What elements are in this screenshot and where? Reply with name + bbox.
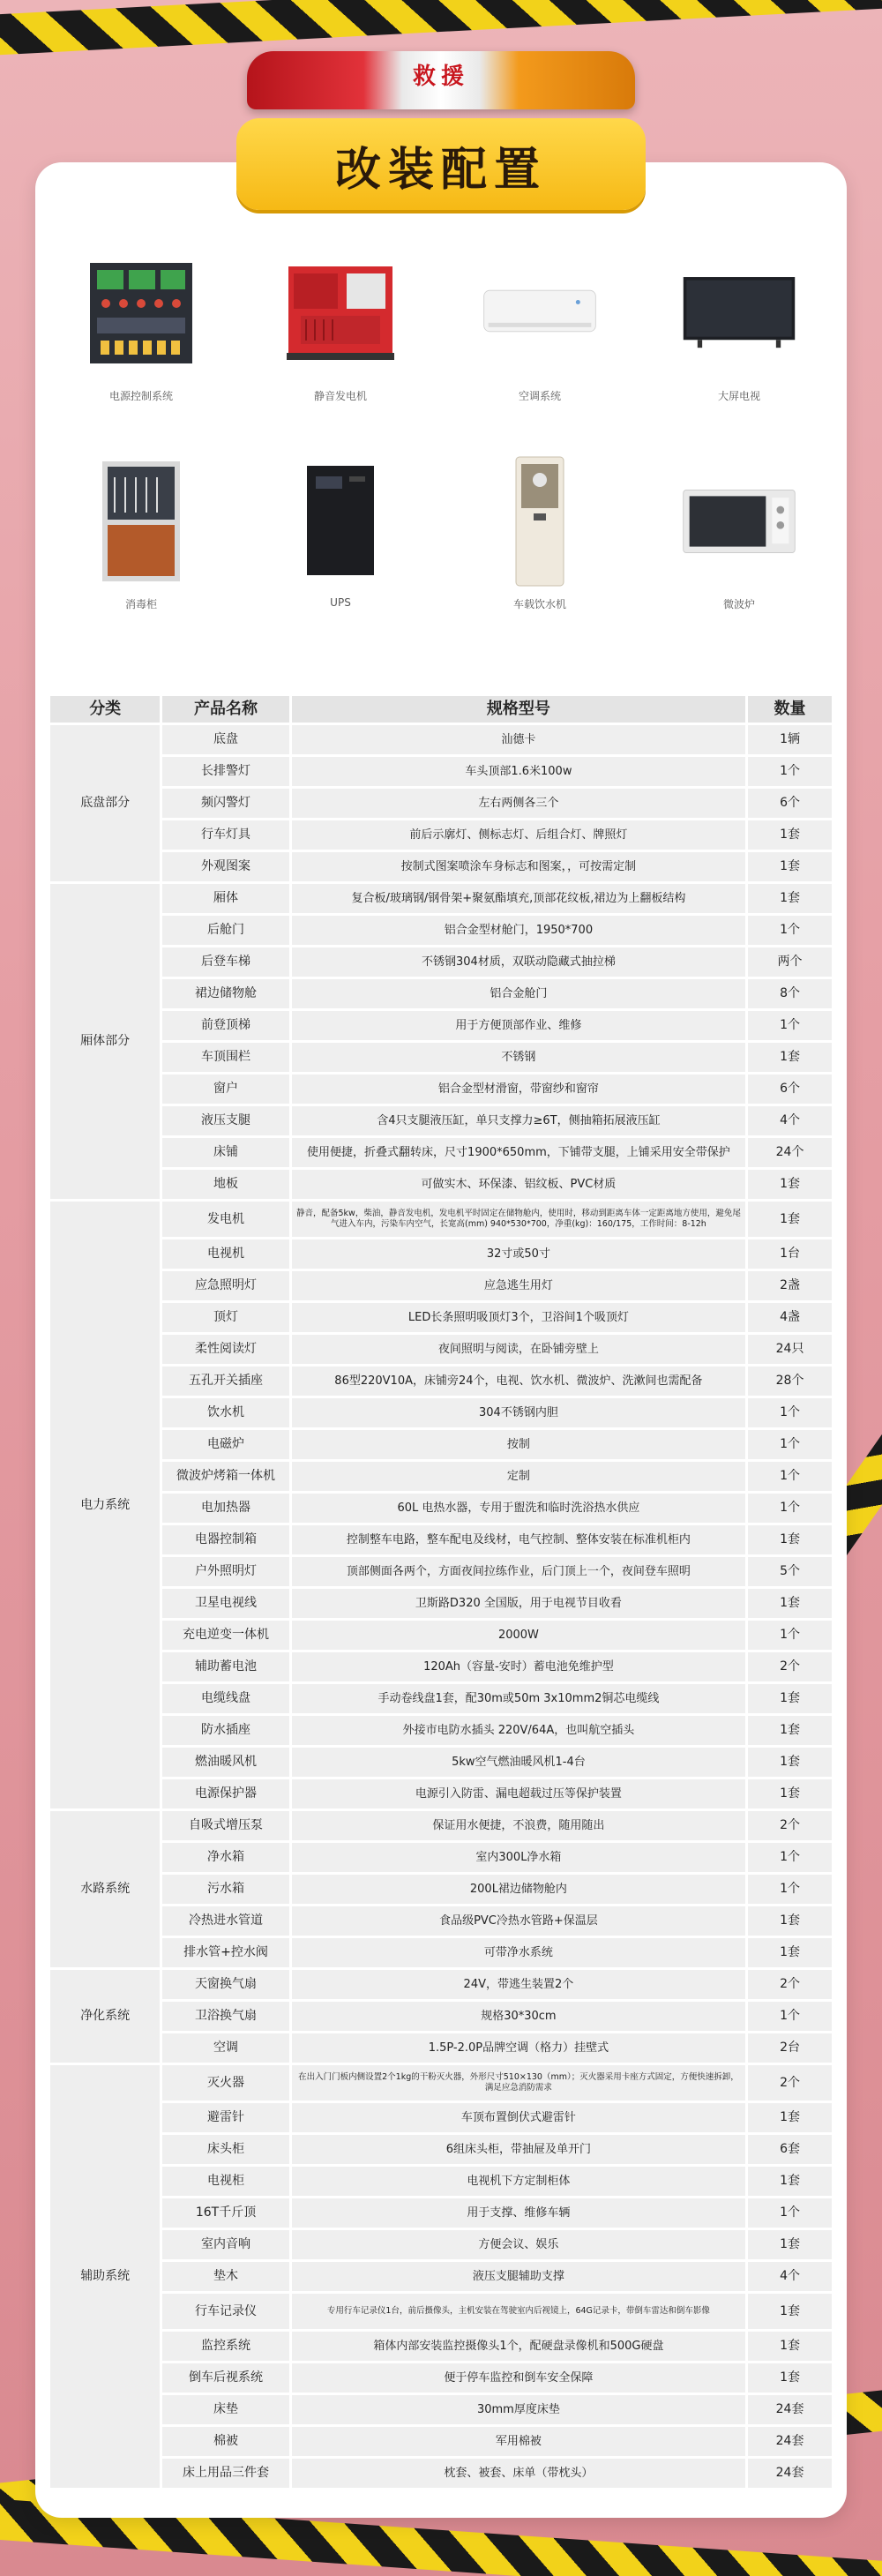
quantity-cell: 2个 — [748, 1652, 832, 1681]
spec-cell: 1.5P-2.0P品牌空调（格力）挂壁式 — [292, 2033, 745, 2063]
table-row — [50, 1589, 832, 1618]
spec-cell: 手动卷线盘1套，配30m或50m 3x10mm2铜芯电缆线 — [292, 1684, 745, 1713]
table-row — [50, 1303, 832, 1332]
table-row — [50, 1843, 832, 1872]
table-row — [50, 1367, 832, 1396]
spec-cell: 电视机下方定制柜体 — [292, 2167, 745, 2196]
product-name-cell: 车顶围栏 — [162, 1043, 288, 1072]
quantity-cell: 2个 — [748, 2065, 832, 2100]
quantity-cell: 6个 — [748, 1075, 832, 1104]
product-name-cell: 频闪警灯 — [162, 789, 288, 818]
quantity-cell: 1个 — [748, 2198, 832, 2228]
quantity-cell: 1套 — [748, 2294, 832, 2329]
spec-cell: 保证用水便捷，不浪费，随用随出 — [292, 1811, 745, 1840]
product-name-cell: 电视机 — [162, 1239, 288, 1269]
quantity-cell: 1套 — [748, 2363, 832, 2393]
spec-cell: 304不锈钢内胆 — [292, 1398, 745, 1427]
spec-cell: 液压支腿辅助支撑 — [292, 2262, 745, 2291]
product-name-cell: 前登顶梯 — [162, 1011, 288, 1040]
spec-cell: 军用棉被 — [292, 2427, 745, 2456]
table-row — [50, 1398, 832, 1427]
table-row — [50, 884, 832, 913]
product-name-cell: 室内音响 — [162, 2230, 288, 2259]
category-cell: 辅助系统 — [50, 2065, 160, 2488]
quantity-cell: 1个 — [748, 1398, 832, 1427]
microwave-icon — [682, 464, 796, 579]
table-row — [50, 1239, 832, 1269]
product-name-cell: 燃油暖风机 — [162, 1748, 288, 1777]
air-conditioner-icon — [482, 256, 597, 371]
quantity-cell: 4个 — [748, 1106, 832, 1135]
quantity-cell: 1套 — [748, 1779, 832, 1808]
table-row — [50, 916, 832, 945]
product-name-cell: 裙边储物舱 — [162, 979, 288, 1008]
product-name-cell: 饮水机 — [162, 1398, 288, 1427]
spec-cell: 不锈钢304材质，双联动隐藏式抽拉梯 — [292, 947, 745, 977]
table-row — [50, 1525, 832, 1554]
quantity-cell: 2个 — [748, 1811, 832, 1840]
table-row — [50, 789, 832, 818]
table-row — [50, 2363, 832, 2393]
spec-cell: 箱体内部安装监控摄像头1个，配硬盘录像机和500G硬盘 — [292, 2332, 745, 2361]
quantity-cell: 1个 — [748, 1621, 832, 1650]
table-row — [50, 1075, 832, 1104]
product-name-cell: 床铺 — [162, 1138, 288, 1167]
spec-cell: 按制 — [292, 1430, 745, 1459]
product-name-cell: 床上用品三件套 — [162, 2459, 288, 2488]
quantity-cell: 2台 — [748, 2033, 832, 2063]
table-row — [50, 2294, 832, 2329]
product-name-cell: 棉被 — [162, 2427, 288, 2456]
quantity-cell: 1套 — [748, 2167, 832, 2196]
spec-cell: 室内300L净水箱 — [292, 1843, 745, 1872]
product-name-cell: 窗户 — [162, 1075, 288, 1104]
product-air-conditioner — [452, 256, 628, 423]
table-row — [50, 2427, 832, 2456]
table-row — [50, 1652, 832, 1681]
quantity-cell: 两个 — [748, 947, 832, 977]
product-name-cell: 床头柜 — [162, 2135, 288, 2164]
header-category: 分类 — [50, 696, 160, 723]
quantity-cell: 1个 — [748, 1430, 832, 1459]
table-row — [50, 1906, 832, 1936]
spec-cell: 外接市电防水插头 220V/64A，也叫航空插头 — [292, 1716, 745, 1745]
spec-cell: 卫斯路D320 全国版，用于电视节目收看 — [292, 1589, 745, 1618]
spec-cell: 左右两侧各三个 — [292, 789, 745, 818]
product-name-cell: 监控系统 — [162, 2332, 288, 2361]
spec-cell: 用于支撑、维修车辆 — [292, 2198, 745, 2228]
product-name-cell: 床垫 — [162, 2395, 288, 2424]
header-spec: 规格型号 — [292, 696, 745, 723]
table-body — [50, 725, 832, 2488]
spec-cell: 24V，带逃生装置2个 — [292, 1970, 745, 1999]
spec-cell: 铝合金型材滑窗，带窗纱和窗帘 — [292, 1075, 745, 1104]
spec-cell: 按制式图案喷涂车身标志和图案，，可按需定制 — [292, 852, 745, 881]
product-name-cell: 排水管+控水阀 — [162, 1938, 288, 1967]
table-row — [50, 852, 832, 881]
quantity-cell: 1套 — [748, 2230, 832, 2259]
config-table — [48, 693, 834, 2490]
table-row — [50, 1684, 832, 1713]
quantity-cell: 6个 — [748, 789, 832, 818]
table-row — [50, 1462, 832, 1491]
spec-cell: 不锈钢 — [292, 1043, 745, 1072]
quantity-cell: 1套 — [748, 884, 832, 913]
product-name-cell: 地板 — [162, 1170, 288, 1199]
table-row — [50, 2135, 832, 2164]
quantity-cell: 1个 — [748, 2002, 832, 2031]
product-name-cell: 外观图案 — [162, 852, 288, 881]
product-label: UPS — [330, 596, 351, 609]
generator-icon — [283, 256, 398, 371]
quantity-cell: 1套 — [748, 1043, 832, 1072]
product-name-cell: 柔性阅读灯 — [162, 1335, 288, 1364]
table-row — [50, 2033, 832, 2063]
control-panel-icon — [84, 256, 198, 371]
spec-cell: 应急逃生用灯 — [292, 1271, 745, 1300]
quantity-cell: 1套 — [748, 1589, 832, 1618]
table-row — [50, 1043, 832, 1072]
product-name-cell: 顶灯 — [162, 1303, 288, 1332]
quantity-cell: 24个 — [748, 1138, 832, 1167]
quantity-cell: 24套 — [748, 2459, 832, 2488]
quantity-cell: 8个 — [748, 979, 832, 1008]
spec-cell: 夜间照明与阅读，在卧铺旁壁上 — [292, 1335, 745, 1364]
table-row — [50, 725, 832, 754]
spec-cell: 用于方便顶部作业、维修 — [292, 1011, 745, 1040]
table-row — [50, 1938, 832, 1967]
spec-cell: 200L裙边储物舱内 — [292, 1875, 745, 1904]
table-row — [50, 757, 832, 786]
product-control-panel — [53, 256, 229, 423]
quantity-cell: 1个 — [748, 916, 832, 945]
spec-cell: 含4只支腿液压缸，单只支撑力≥6T，侧抽箱拓展液压缸 — [292, 1106, 745, 1135]
product-label: 大屏电视 — [717, 390, 760, 402]
spec-cell: 使用便捷，折叠式翻转床，尺寸1900*650mm，下铺带支腿，上铺采用安全带保护 — [292, 1138, 745, 1167]
spec-cell: 车头顶部1.6米100w — [292, 757, 745, 786]
quantity-cell: 5个 — [748, 1557, 832, 1586]
spec-cell: 顶部侧面各两个，方面夜间拉练作业，后门顶上一个，夜间登车照明 — [292, 1557, 745, 1586]
product-generator — [252, 256, 429, 423]
spec-cell: 120Ah（容量-安时）蓄电池免维护型 — [292, 1652, 745, 1681]
category-cell: 净化系统 — [50, 1970, 160, 2063]
table-row — [50, 979, 832, 1008]
quantity-cell: 1套 — [748, 1202, 832, 1237]
quantity-cell: 1套 — [748, 1716, 832, 1745]
quantity-cell: 1台 — [748, 1239, 832, 1269]
product-name-cell: 电磁炉 — [162, 1430, 288, 1459]
table-row — [50, 1106, 832, 1135]
product-ups — [252, 464, 429, 632]
spec-cell: 电源引入防雷、漏电超载过压等保护装置 — [292, 1779, 745, 1808]
table-row — [50, 2167, 832, 2196]
product-name-cell: 冷热进水管道 — [162, 1906, 288, 1936]
spec-cell: 86型220V10A，床铺旁24个，电视、饮水机、微波炉、洗漱间也需配备 — [292, 1367, 745, 1396]
product-name-cell: 辅助蓄电池 — [162, 1652, 288, 1681]
table-row — [50, 1716, 832, 1745]
table-row — [50, 2395, 832, 2424]
quantity-cell: 1套 — [748, 1938, 832, 1967]
table-row — [50, 2103, 832, 2132]
product-label: 空调系统 — [518, 390, 561, 402]
quantity-cell: 24套 — [748, 2395, 832, 2424]
product-tv — [651, 256, 827, 423]
table-row — [50, 1970, 832, 1999]
quantity-cell: 24套 — [748, 2427, 832, 2456]
table-row — [50, 2332, 832, 2361]
product-name-cell: 垫木 — [162, 2262, 288, 2291]
product-name-cell: 电加热器 — [162, 1494, 288, 1523]
quantity-cell: 1辆 — [748, 725, 832, 754]
product-name-cell: 户外照明灯 — [162, 1557, 288, 1586]
category-cell: 厢体部分 — [50, 884, 160, 1199]
page-title: 改装配置 — [334, 144, 547, 197]
spec-cell: 可带净水系统 — [292, 1938, 745, 1967]
spec-cell: 5kw空气燃油暖风机1-4台 — [292, 1748, 745, 1777]
spec-cell: 方便会议、娱乐 — [292, 2230, 745, 2259]
product-name-cell: 电视柜 — [162, 2167, 288, 2196]
table-row — [50, 1170, 832, 1199]
product-name-cell: 后登车梯 — [162, 947, 288, 977]
spec-cell: 控制整车电路，整车配电及线材，电气控制、整体安装在标准机柜内 — [292, 1525, 745, 1554]
spec-cell: 定制 — [292, 1462, 745, 1491]
product-name-cell: 灭火器 — [162, 2065, 288, 2100]
product-name-cell: 电器控制箱 — [162, 1525, 288, 1554]
quantity-cell: 1个 — [748, 1875, 832, 1904]
spec-cell: 食品级PVC冷热水管路+保温层 — [292, 1906, 745, 1936]
quantity-cell: 1套 — [748, 1684, 832, 1713]
quantity-cell: 1套 — [748, 2103, 832, 2132]
product-name-cell: 电缆线盘 — [162, 1684, 288, 1713]
quantity-cell: 4个 — [748, 2262, 832, 2291]
water-dispenser-icon — [482, 464, 597, 579]
table-header-row — [50, 696, 832, 723]
quantity-cell: 1套 — [748, 2332, 832, 2361]
table-row — [50, 1430, 832, 1459]
table-row — [50, 2002, 832, 2031]
quantity-cell: 2盏 — [748, 1271, 832, 1300]
category-cell: 水路系统 — [50, 1811, 160, 1967]
quantity-cell: 1套 — [748, 1748, 832, 1777]
spec-cell: 可做实木、环保漆、铝纹板、PVC材质 — [292, 1170, 745, 1199]
table-row — [50, 1557, 832, 1586]
spec-cell: 2000W — [292, 1621, 745, 1650]
disinfection-cabinet-icon — [84, 464, 198, 579]
product-name-cell: 发电机 — [162, 1202, 288, 1237]
table-row — [50, 1748, 832, 1777]
product-name-cell: 后舱门 — [162, 916, 288, 945]
quantity-cell: 2个 — [748, 1970, 832, 1999]
quantity-cell: 1套 — [748, 1906, 832, 1936]
table-row — [50, 1271, 832, 1300]
table-row — [50, 820, 832, 850]
quantity-cell: 1个 — [748, 1843, 832, 1872]
quantity-cell: 28个 — [748, 1367, 832, 1396]
spec-cell: 60L 电热水器，专用于盥洗和临时洗浴热水供应 — [292, 1494, 745, 1523]
table-row — [50, 947, 832, 977]
quantity-cell: 1个 — [748, 1011, 832, 1040]
tv-icon — [682, 256, 796, 371]
table-row — [50, 1494, 832, 1523]
product-name-cell: 空调 — [162, 2033, 288, 2063]
product-name-cell: 倒车后视系统 — [162, 2363, 288, 2393]
spec-cell: 便于停车监控和倒车安全保障 — [292, 2363, 745, 2393]
product-name-cell: 微波炉烤箱一体机 — [162, 1462, 288, 1491]
product-name-cell: 厢体 — [162, 884, 288, 913]
product-label: 电源控制系统 — [108, 390, 173, 402]
table-row — [50, 1875, 832, 1904]
siren-label: 救援 — [412, 64, 469, 90]
product-name-cell: 自吸式增压泵 — [162, 1811, 288, 1840]
spec-cell: 前后示廓灯、侧标志灯、后组合灯、牌照灯 — [292, 820, 745, 850]
product-label: 消毒柜 — [124, 598, 157, 610]
header-quantity: 数量 — [748, 696, 832, 723]
spec-cell: 铝合金舱门 — [292, 979, 745, 1008]
product-name-cell: 五孔开关插座 — [162, 1367, 288, 1396]
product-name-cell: 应急照明灯 — [162, 1271, 288, 1300]
product-label: 静音发电机 — [313, 390, 367, 402]
ups-icon — [283, 464, 398, 579]
spec-cell: 6组床头柜，带抽屉及单开门 — [292, 2135, 745, 2164]
table-row — [50, 2459, 832, 2488]
spec-cell: 车顶布置倒伏式避雷针 — [292, 2103, 745, 2132]
spec-cell: 专用行车记录仪1台，前后摄像头，主机安装在驾驶室内后视镜上，64G记录卡，带倒车雷达和倒车影像 — [292, 2294, 745, 2329]
quantity-cell: 1个 — [748, 1494, 832, 1523]
product-name-cell: 污水箱 — [162, 1875, 288, 1904]
spec-cell: 枕套、被套、床单（带枕头） — [292, 2459, 745, 2488]
category-cell: 电力系统 — [50, 1202, 160, 1808]
quantity-cell: 1套 — [748, 1525, 832, 1554]
quantity-cell: 1套 — [748, 852, 832, 881]
product-microwave — [651, 464, 827, 632]
table-row — [50, 2065, 832, 2100]
spec-cell: 在出入门门板内侧设置2个1kg的干粉灭火器，外形尺寸510×130（mm）；灭火器采用卡座方式固定，方便快速拆卸，满足应急消防需求 — [292, 2065, 745, 2100]
quantity-cell: 6套 — [748, 2135, 832, 2164]
spec-cell: 30mm厚度床垫 — [292, 2395, 745, 2424]
product-name-cell: 16T千斤顶 — [162, 2198, 288, 2228]
table-row — [50, 2262, 832, 2291]
table-row — [50, 1011, 832, 1040]
quantity-cell: 1个 — [748, 757, 832, 786]
product-disinfection-cabinet — [53, 464, 229, 632]
quantity-cell: 1个 — [748, 1462, 832, 1491]
spec-cell: 铝合金型材舱门，1950*700 — [292, 916, 745, 945]
product-name-cell: 卫星电视线 — [162, 1589, 288, 1618]
table-row — [50, 2230, 832, 2259]
product-name-cell: 底盘 — [162, 725, 288, 754]
table-row — [50, 1335, 832, 1364]
category-cell: 底盘部分 — [50, 725, 160, 881]
spec-cell: 汕德卡 — [292, 725, 745, 754]
product-label: 车载饮水机 — [512, 598, 566, 610]
table-row — [50, 1811, 832, 1840]
product-name-cell: 行车灯具 — [162, 820, 288, 850]
product-label: 微波炉 — [722, 598, 755, 610]
spec-cell: 规格30*30cm — [292, 2002, 745, 2031]
spec-cell: 复合板/玻璃钢/钢骨架+聚氨酯填充,顶部花纹板,裙边为上翻板结构 — [292, 884, 745, 913]
product-name-cell: 电源保护器 — [162, 1779, 288, 1808]
table-row — [50, 1138, 832, 1167]
table-row — [50, 1779, 832, 1808]
spec-cell: 32寸或50寸 — [292, 1239, 745, 1269]
product-name-cell: 卫浴换气扇 — [162, 2002, 288, 2031]
table-row — [50, 2198, 832, 2228]
product-name-cell: 长排警灯 — [162, 757, 288, 786]
product-water-dispenser — [452, 464, 628, 632]
product-name-cell: 行车记录仪 — [162, 2294, 288, 2329]
product-name-cell: 天窗换气扇 — [162, 1970, 288, 1999]
quantity-cell: 1套 — [748, 820, 832, 850]
table-row — [50, 1202, 832, 1237]
quantity-cell: 4盏 — [748, 1303, 832, 1332]
product-name-cell: 充电逆变一体机 — [162, 1621, 288, 1650]
spec-cell: 静音，配备5kw，柴油，静音发电机，发电机平时固定在储物舱内，使用时，移动到距离车体一定距离地方使用，避免尾气进入车内，污染车内空气，长宽高(mm) 940*530*700，净重(kg)：160/175，工作时间：8-12h — [292, 1202, 745, 1237]
table-row — [50, 1621, 832, 1650]
spec-cell: LED长条照明吸顶灯3个，卫浴间1个吸顶灯 — [292, 1303, 745, 1332]
quantity-cell: 1套 — [748, 1170, 832, 1199]
header-product-name: 产品名称 — [162, 696, 288, 723]
product-name-cell: 避雷针 — [162, 2103, 288, 2132]
quantity-cell: 24只 — [748, 1335, 832, 1364]
product-name-cell: 液压支腿 — [162, 1106, 288, 1135]
product-name-cell: 净水箱 — [162, 1843, 288, 1872]
product-name-cell: 防水插座 — [162, 1716, 288, 1745]
